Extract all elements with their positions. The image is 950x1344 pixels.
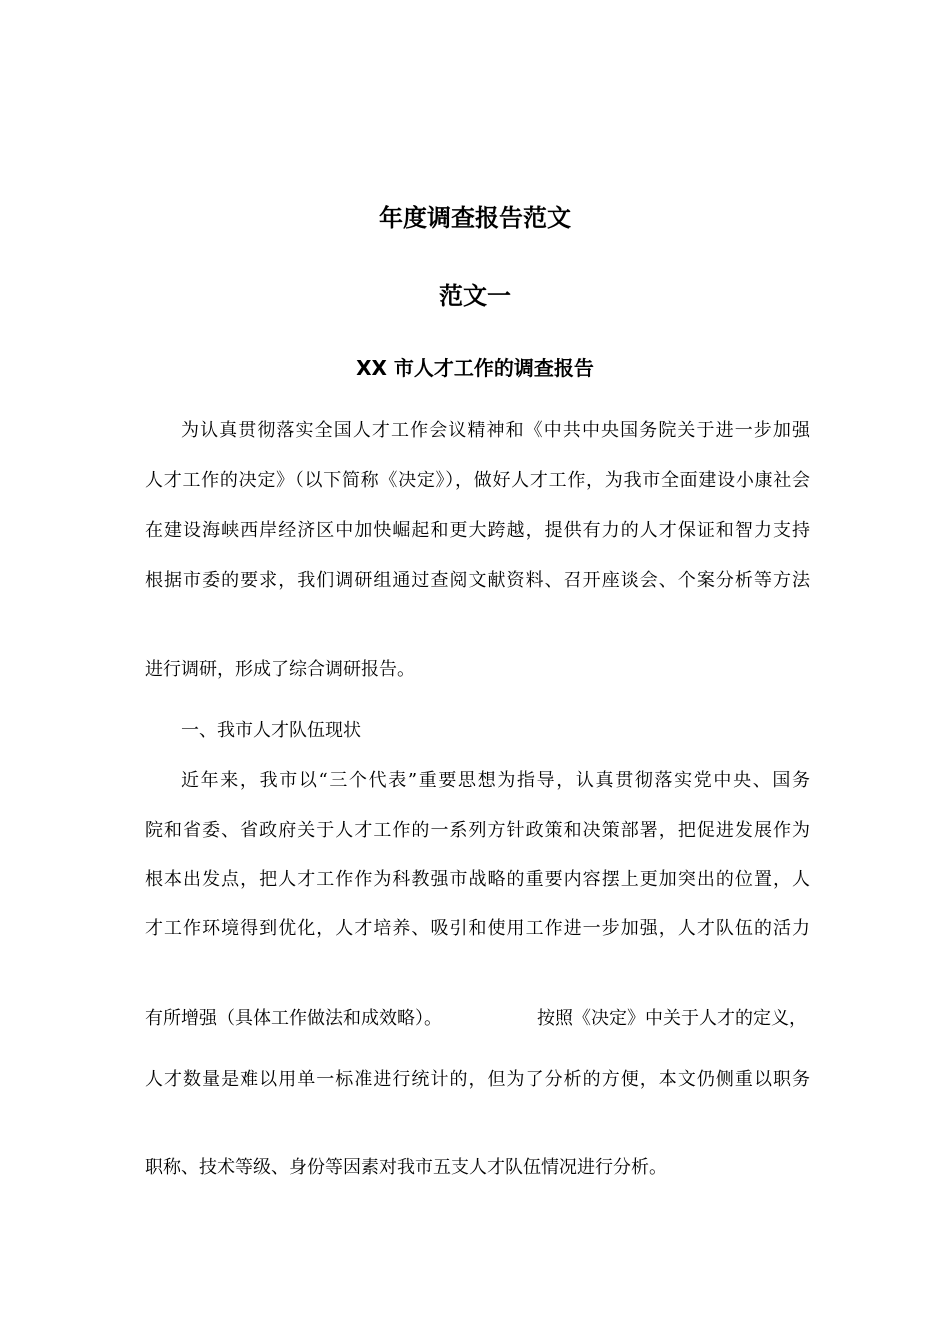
paragraph-line: 人才数量是难以用单一标准进行统计的，但为了分析的方便，本文仍侧重以职务: [145, 1069, 810, 1090]
paragraph-fragment: 按照《决定》中关于人才的定义，: [537, 1008, 807, 1029]
paragraph-line: 职称、技术等级、身份等因素对我市五支人才队伍情况进行分析。: [145, 1157, 667, 1178]
paragraph-line: 根据市委的要求，我们调研组通过查阅文献资料、召开座谈会、个案分析等方法: [145, 570, 810, 591]
paragraph-line: 院和省委、省政府关于人才工作的一系列方针政策和决策部署，把促进发展作为: [145, 820, 810, 841]
paragraph-line: 为认真贯彻落实全国人才工作会议精神和《中共中央国务院关于进一步加强: [181, 420, 810, 441]
document-subtitle: 范文一: [439, 282, 511, 310]
paragraph-line: 才工作环境得到优化，人才培养、吸引和使用工作进一步加强，人才队伍的活力: [145, 918, 810, 939]
paragraph-line: 进行调研，形成了综合调研报告。: [145, 659, 415, 680]
section-heading: 一、我市人才队伍现状: [181, 720, 361, 741]
paragraph-line: 根本出发点，把人才工作作为科教强市战略的重要内容摆上更加突出的位置，人: [145, 869, 810, 890]
paragraph-fragment: 有所增强（具体工作做法和成效略）。: [145, 1008, 442, 1029]
document-title: 年度调查报告范文: [379, 204, 571, 232]
paragraph-line: 在建设海峡西岸经济区中加快崛起和更大跨越，提供有力的人才保证和智力支持: [145, 520, 810, 541]
paragraph-line: 近年来，我市以“三个代表”重要思想为指导，认真贯彻落实党中央、国务: [181, 770, 810, 791]
paragraph-line: 人才工作的决定》（以下简称《决定》），做好人才工作，为我市全面建设小康社会: [145, 470, 810, 491]
report-title: XX 市人才工作的调查报告: [356, 356, 594, 380]
paragraph-line: [145, 1005, 810, 1033]
